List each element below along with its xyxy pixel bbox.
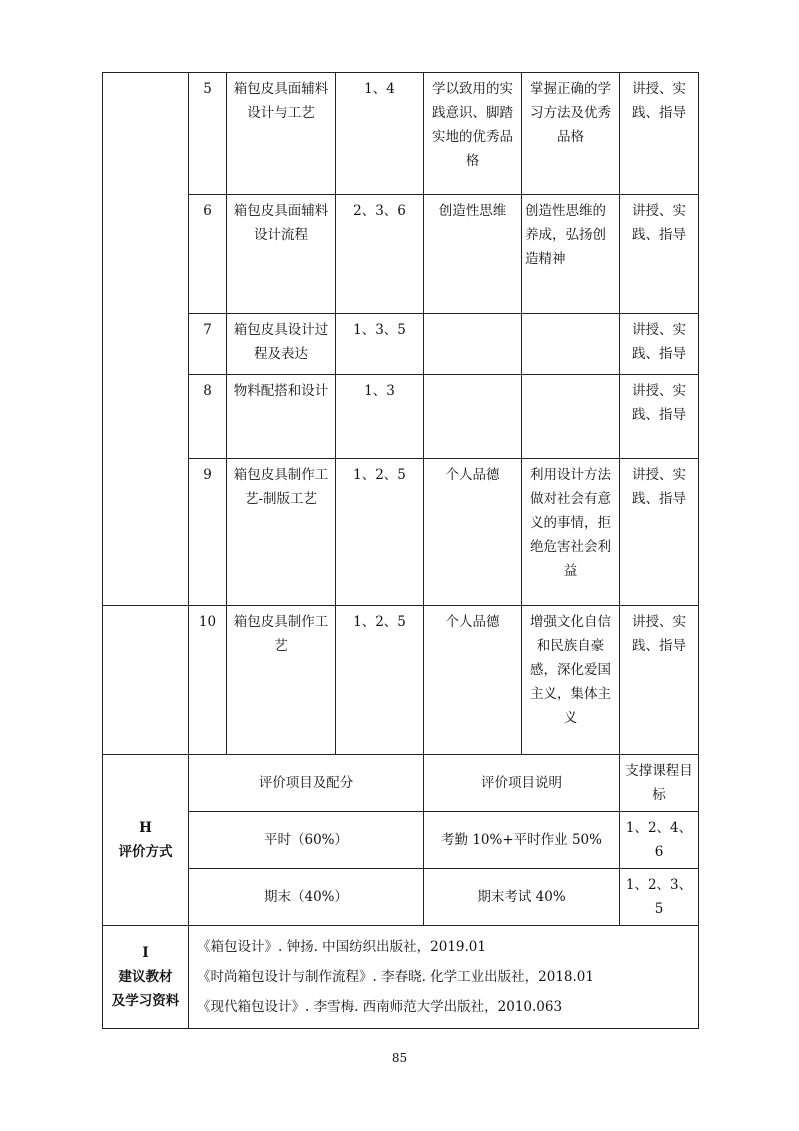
reference-item: 《箱包设计》. 钟扬. 中国纺织出版社，2019.01 [197,939,486,955]
materials-row [103,926,699,1029]
row-goal [522,314,620,375]
page-number: 85 [391,1051,408,1065]
row-goal: 利用设计方法做对社会有意义的事情，拒绝危害社会利益 [522,459,620,606]
evaluation-section-letter: H [139,820,152,836]
table-row [103,606,699,755]
materials-section-title-line1: 建议教材 [118,969,173,985]
row-number: 10 [189,606,227,755]
row-objectives: 1、2、5 [336,459,424,606]
course-table [102,72,699,1029]
table-row [103,195,699,314]
reference-item: 《时尚箱包设计与制作流程》. 李春晓. 化学工业出版社，2018.01 [197,969,594,985]
row-ideology: 创造性思维 [424,195,522,314]
row-objectives: 2、3、6 [336,195,424,314]
evaluation-desc: 期末考试 40% [424,869,620,926]
evaluation-item: 期末（40%） [189,869,424,926]
evaluation-header-targets: 支撑课程目标 [620,755,699,812]
row-goal [522,375,620,459]
row-number: 5 [189,73,227,195]
row-content: 物料配搭和设计 [227,375,336,459]
evaluation-row [103,812,699,869]
evaluation-row [103,869,699,926]
evaluation-targets: 1、2、3、5 [620,869,699,926]
row-method: 讲授、实践、指导 [620,375,699,459]
row-ideology [424,314,522,375]
row-objectives: 1、3 [336,375,424,459]
row-objectives: 1、3、5 [336,314,424,375]
evaluation-header-desc: 评价项目说明 [424,755,620,812]
row-number: 9 [189,459,227,606]
row-content: 箱包皮具面辅料设计流程 [227,195,336,314]
evaluation-section-title: 评价方式 [118,844,173,860]
row-number: 8 [189,375,227,459]
blank-section-cell [103,73,189,606]
row-number: 7 [189,314,227,375]
table-row [103,375,699,459]
row-ideology: 个人品德 [424,606,522,755]
row-objectives: 1、2、5 [336,606,424,755]
reference-item: 《现代箱包设计》. 李雪梅. 西南师范大学出版社，2010.063 [197,999,563,1015]
table-row [103,73,699,195]
row-method: 讲授、实践、指导 [620,314,699,375]
row-objectives: 1、4 [336,73,424,195]
row-content: 箱包皮具设计过程及表达 [227,314,336,375]
evaluation-header-row [103,755,699,812]
row-goal: 创造性思维的养成，弘扬创造精神 [522,195,620,314]
table-row [103,459,699,606]
evaluation-targets: 1、2、4、6 [620,812,699,869]
evaluation-section-label [103,755,189,926]
row-content: 箱包皮具制作工艺-制版工艺 [227,459,336,606]
row-method: 讲授、实践、指导 [620,195,699,314]
row-goal: 增强文化自信和民族自豪感，深化爱国主义，集体主义 [522,606,620,755]
evaluation-desc: 考勤 10%+平时作业 50% [424,812,620,869]
row-ideology: 学以致用的实践意识、脚踏实地的优秀品格 [424,73,522,195]
row-goal: 掌握正确的学习方法及优秀品格 [522,73,620,195]
materials-section-letter: I [142,945,149,961]
row-method: 讲授、实践、指导 [620,606,699,755]
materials-section-label [103,926,189,1029]
table-row [103,314,699,375]
evaluation-header-item: 评价项目及配分 [189,755,424,812]
evaluation-item: 平时（60%） [189,812,424,869]
row-method: 讲授、实践、指导 [620,459,699,606]
materials-list [189,926,699,1029]
row-ideology: 个人品德 [424,459,522,606]
blank-section-cell [103,606,189,755]
row-content: 箱包皮具面辅料设计与工艺 [227,73,336,195]
row-content: 箱包皮具制作工艺 [227,606,336,755]
materials-section-title-line2: 及学习资料 [111,993,180,1009]
row-ideology [424,375,522,459]
row-number: 6 [189,195,227,314]
row-method: 讲授、实践、指导 [620,73,699,195]
